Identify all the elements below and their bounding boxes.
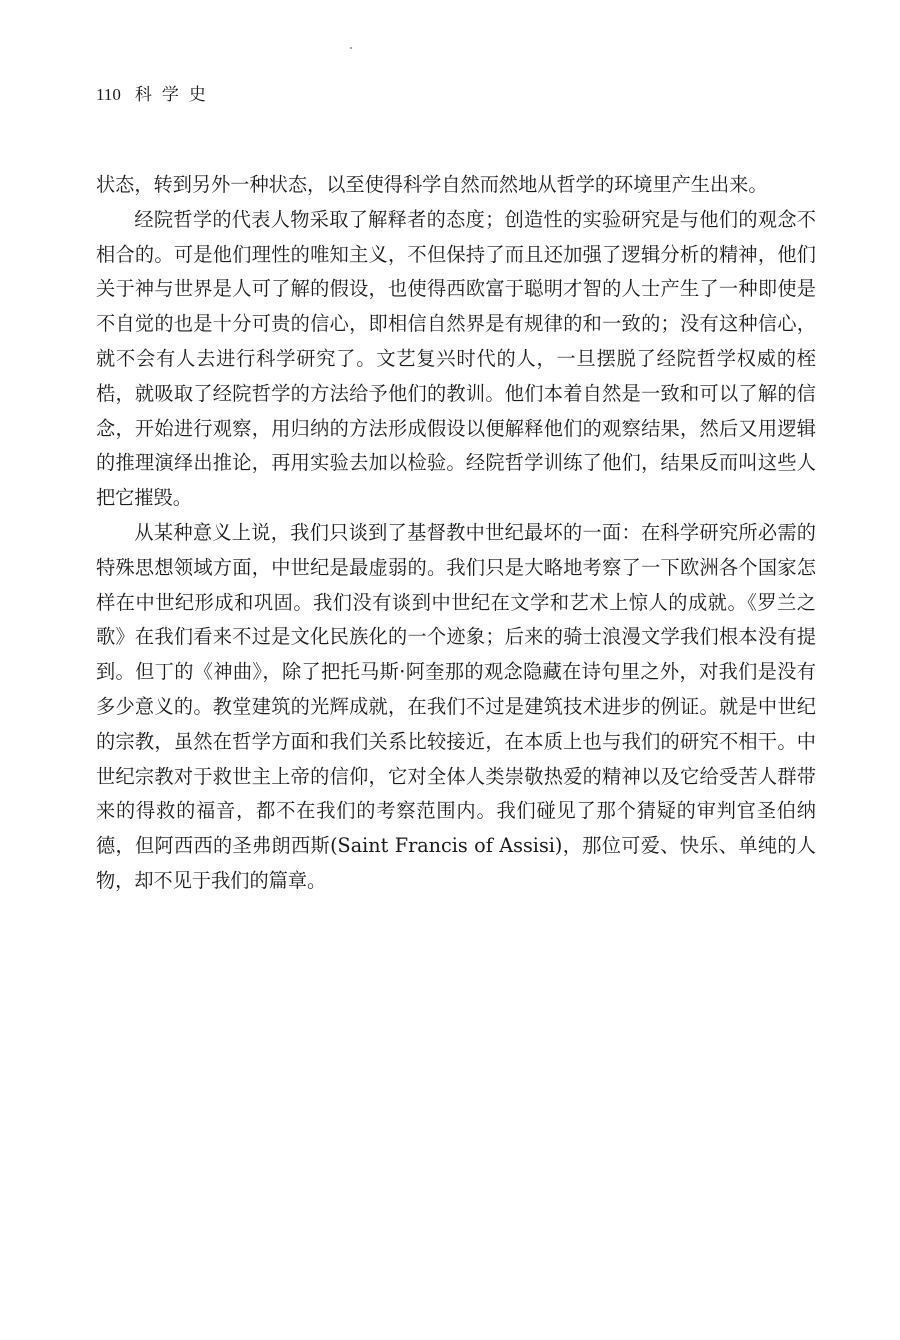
- body-text: [96, 168, 816, 899]
- paragraph-continued: 状态，转到另外一种状态，以至使得科学自然而然地从哲学的环境里产生出来。: [96, 173, 768, 196]
- page-number: 110: [96, 85, 121, 104]
- scan-speck: [350, 47, 352, 49]
- running-header: [96, 80, 216, 105]
- paragraph-middle-ages: 从某种意义上说，我们只谈到了基督教中世纪最坏的一面：在科学研究所必需的特殊思想领域方面，中世纪是最虚弱的。我们只是大略地考察了一下欧洲各个国家怎样在中世纪形成和巩固。我们没有谈到中世纪在文学和艺术上惊人的成就。《罗兰之歌》在我们看来不过是文化民族化的一个迹象；后来的骑士浪漫文学我们根本没有提到。但丁的《神曲》，除了把托马斯·阿奎那的观念隐藏在诗句里之外，对我们是没有多少意义的。教堂建筑的光辉成就，在我们不过是建筑技术进步的例证。就是中世纪的宗教，虽然在哲学方面和我们关系比较接近，在本质上也与我们的研究不相干。中世纪宗教对于救世主上帝的信仰，它对全体人类崇敬热爱的精神以及它给受苦人群带来的得救的福音，都不在我们的考察范围内。我们碰见了那个猜疑的审判官圣伯纳德，但阿西西的圣弗朗西斯(Saint Francis of Assisi)，那位可爱、快乐、单纯的人物，却不见于我们的篇章。: [96, 520, 816, 892]
- paragraph-scholastic-philosophy: 经院哲学的代表人物采取了解释者的态度；创造性的实验研究是与他们的观念不相合的。可是他们理性的唯知主义，不但保持了而且还加强了逻辑分析的精神，他们关于神与世界是人可了解的假设，也使得西欧富于聪明才智的人士产生了一种即使是不自觉的也是十分可贵的信心，即相信自然界是有规律的和一致的；没有这种信心，就不会有人去进行科学研究了。文艺复兴时代的人，一旦摆脱了经院哲学权威的桎梏，就吸取了经院哲学的方法给予他们的教训。他们本着自然是一致和可以了解的信念，开始进行观察，用归纳的方法形成假设以便解释他们的观察结果，然后又用逻辑的推理演绎出推论，再用实验去加以检验。经院哲学训练了他们，结果反而叫这些人把它摧毁。: [96, 207, 816, 510]
- book-title: 科学史: [134, 85, 216, 105]
